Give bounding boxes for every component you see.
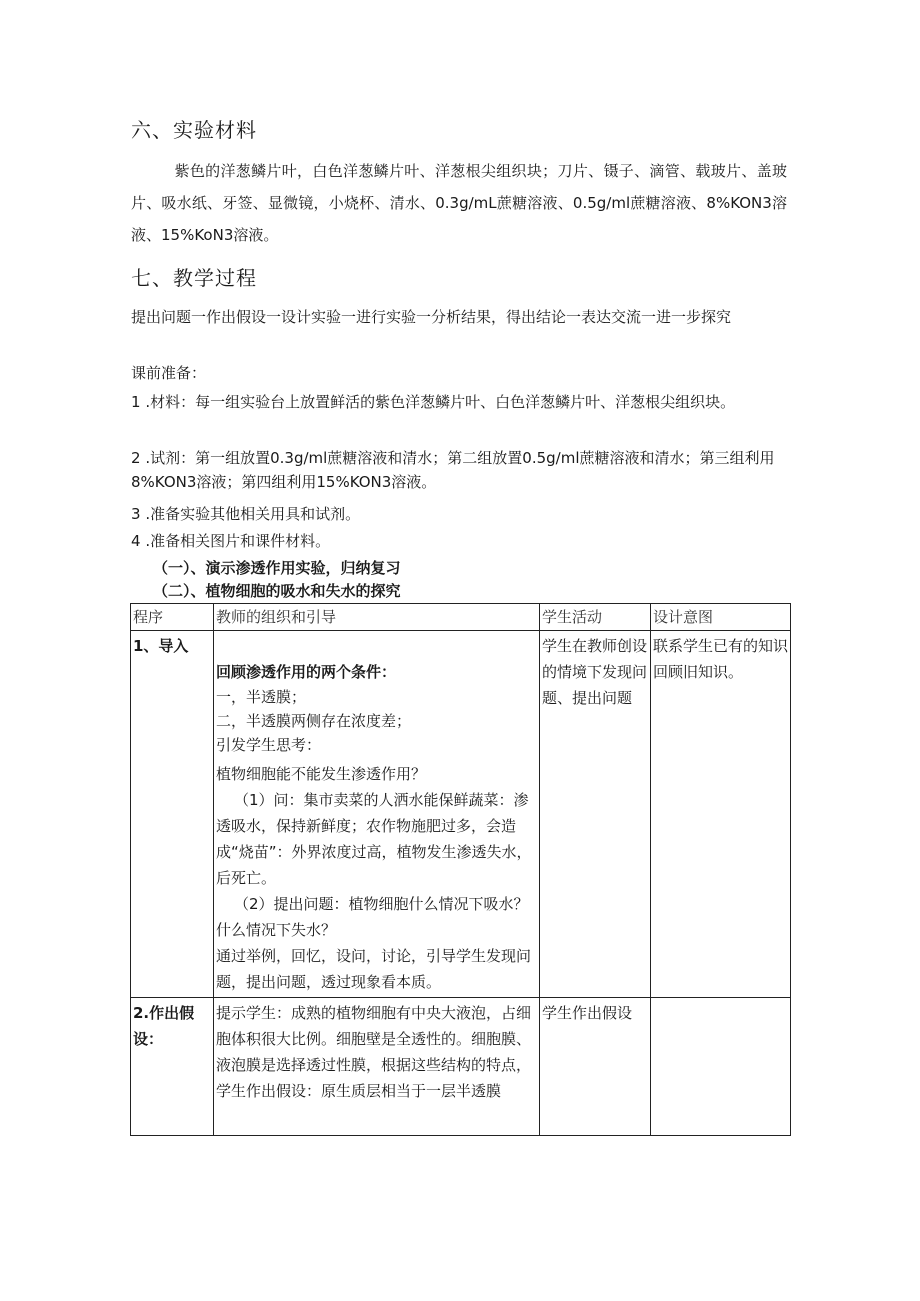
row1-teacher [214,631,540,998]
row2-step: 2.作出假设： [131,998,214,1136]
row1-line-1: 一，半透膜； [216,688,307,706]
row1-student: 学生在教师创设的情境下发现问题、提出问题 [540,631,651,998]
table-header-row [131,604,791,631]
prep-item-4: 4 .准备相关图片和课件材料。 [131,532,331,550]
section-7-title: 七、教学过程 [131,266,257,290]
header-teacher: 教师的组织和引导 [214,604,540,631]
header-procedure: 程序 [131,604,214,631]
prep-item-2: 2 .试剂：第一组放置0.3g∕ml蔗糖溶液和清水；第二组放置0.5g∕ml蔗糖溶液和清水；第三组利用8%KON3溶液；第四组利用15%KON3溶液。 [131,449,775,491]
row2-student: 学生作出假设 [540,998,651,1136]
teaching-flow: 提出问题一作出假设一设计实验一进行实验一分析结果，得出结论一表达交流一进一步探究 [131,308,732,326]
row1-line-6: （2）提出问题：植物细胞什么情况下吸水？什么情况下失水？ [216,895,529,939]
row1-step: 1、导入 [131,631,214,998]
row1-bold-line: 回顾渗透作用的两个条件： [216,663,397,681]
header-intent: 设计意图 [651,604,791,631]
row1-intent: 联系学生已有的知识回顾旧知识。 [651,631,791,998]
row1-line-5: （1）问：集市卖菜的人洒水能保鲜蔬菜：渗透吸水，保持新鲜度；农作物施肥过多，会造成“烧苗”：外界浓度过高，植物发生渗透失水，后死亡。 [216,791,532,887]
row1-line-4: 植物细胞能不能发生渗透作用？ [216,765,427,783]
row1-line-2: 二，半透膜两侧存在浓度差； [216,712,412,730]
section-6-title: 六、实验材料 [131,118,257,142]
subsection-2: （二）、植物细胞的吸水和失水的探究 [153,582,401,600]
lesson-table [130,603,791,1136]
prep-item-3: 3 .准备实验其他相关用具和试剂。 [131,505,361,523]
row2-teacher: 提示学生：成熟的植物细胞有中央大液泡，占细胞体积很大比例。细胞壁是全透性的。细胞膜、液泡膜是选择透过性膜，根据这些结构的特点，学生作出假设：原生质层相当于一层半透膜 [214,998,540,1136]
row2-intent [651,998,791,1136]
header-student: 学生活动 [540,604,651,631]
section-6-body: 紫色的洋葱鳞片叶，白色洋葱鳞片叶、洋葱根尖组织块；刀片、镊子、滴管、载玻片、盖玻片、吸水纸、牙签、显微镜，小烧杯、清水、0.3g∕mL蔗糖溶液、0.5g∕ml蔗糖溶液、8%KON3溶液、15%KoN3溶液。 [131,162,787,244]
row1-line-3: 引发学生思考： [216,736,322,754]
subsection-1: （一）、演示渗透作用实验，归纳复习 [153,559,401,577]
prep-item-1: 1 .材料：每一组实验台上放置鲜活的紫色洋葱鳞片叶、白色洋葱鳞片叶、洋葱根尖组织块。 [131,393,736,411]
row1-line-7: 通过举例，回忆，设问，讨论，引导学生发现问题，提出问题，透过现象看本质。 [216,947,532,991]
table-row [131,998,791,1136]
prep-label: 课前准备： [131,364,207,382]
table-row [131,631,791,998]
